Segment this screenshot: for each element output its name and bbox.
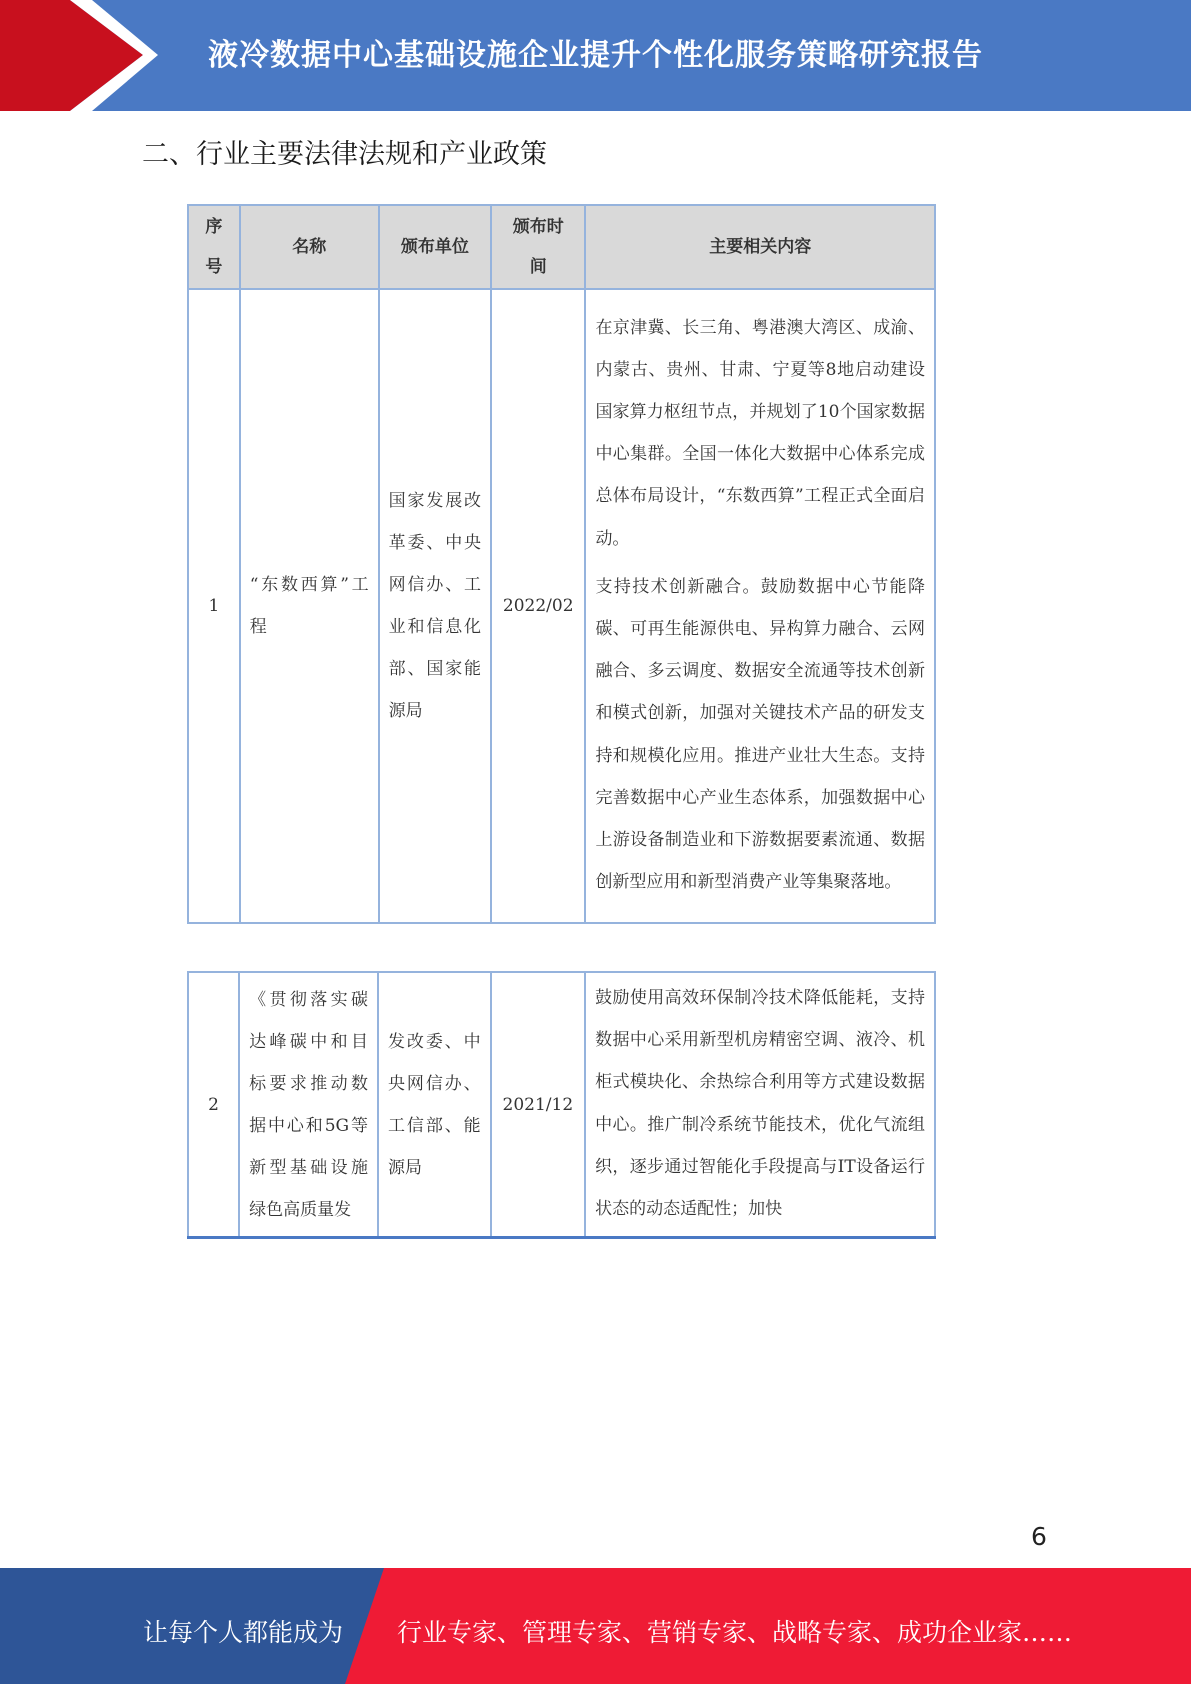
footer-slogan-right: 行业专家、管理专家、营销专家、战略专家、成功企业家…… — [397, 1618, 1073, 1647]
cell-no: 2 — [188, 972, 239, 1238]
column-header-date: 颁布时间 — [491, 205, 585, 289]
footer-banner — [0, 1568, 1191, 1684]
policy-table — [187, 204, 936, 924]
table-header-row — [188, 205, 935, 289]
content-paragraph: 支持技术创新融合。鼓励数据中心节能降碳、可再生能源供电、异构算力融合、云网融合、多云调度、数据安全流通等技术创新和模式创新，加强对关键技术产品的研发支持和规模化应用。推进产业壮大生态。支持完善数据中心产业生态体系，加强数据中心上游设备制造业和下游数据要素流通、数据创新型应用和新型消费产业等集聚落地。 — [595, 576, 925, 893]
policy-table-continued — [187, 971, 936, 1239]
column-header-no: 序号 — [188, 205, 240, 289]
cell-no: 1 — [188, 289, 240, 923]
cell-org: 国家发展改革委、中央网信办、工业和信息化部、国家能源局 — [379, 289, 491, 923]
cell-name: 《贯彻落实碳达峰碳中和目标要求推动数据中心和5G等新型基础设施绿色高质量发 — [239, 972, 378, 1238]
cell-content — [585, 289, 935, 923]
cell-date: 2022/02 — [491, 289, 585, 923]
header-banner — [0, 0, 1191, 111]
column-header-name: 名称 — [240, 205, 379, 289]
table-row — [188, 972, 935, 1238]
report-title: 液冷数据中心基础设施企业提升个性化服务策略研究报告 — [208, 38, 983, 73]
table-row — [188, 289, 935, 923]
content-paragraph: 在京津冀、长三角、粤港澳大湾区、成渝、内蒙古、贵州、甘肃、宁夏等8地启动建设国家算力枢纽节点，并规划了10个国家数据中心集群。全国一体化大数据中心体系完成总体布局设计，“东数西算”工程正式全面启动。 — [595, 317, 925, 549]
column-header-content: 主要相关内容 — [585, 205, 935, 289]
section-title: 二、行业主要法律法规和产业政策 — [142, 139, 547, 170]
cell-date: 2021/12 — [491, 972, 585, 1238]
footer-slogan-left: 让每个人都能成为 — [143, 1618, 344, 1647]
cell-content: 鼓励使用高效环保制冷技术降低能耗，支持数据中心采用新型机房精密空调、液冷、机柜式模块化、余热综合利用等方式建设数据中心。推广制冷系统节能技术，优化气流组织，逐步通过智能化手段提高与IT设备运行状态的动态适配性；加快 — [585, 972, 935, 1238]
cell-name: “东数西算”工程 — [240, 289, 379, 923]
column-header-org: 颁布单位 — [379, 205, 491, 289]
page-number: 6 — [1031, 1522, 1047, 1551]
cell-org: 发改委、中央网信办、工信部、能源局 — [378, 972, 491, 1238]
